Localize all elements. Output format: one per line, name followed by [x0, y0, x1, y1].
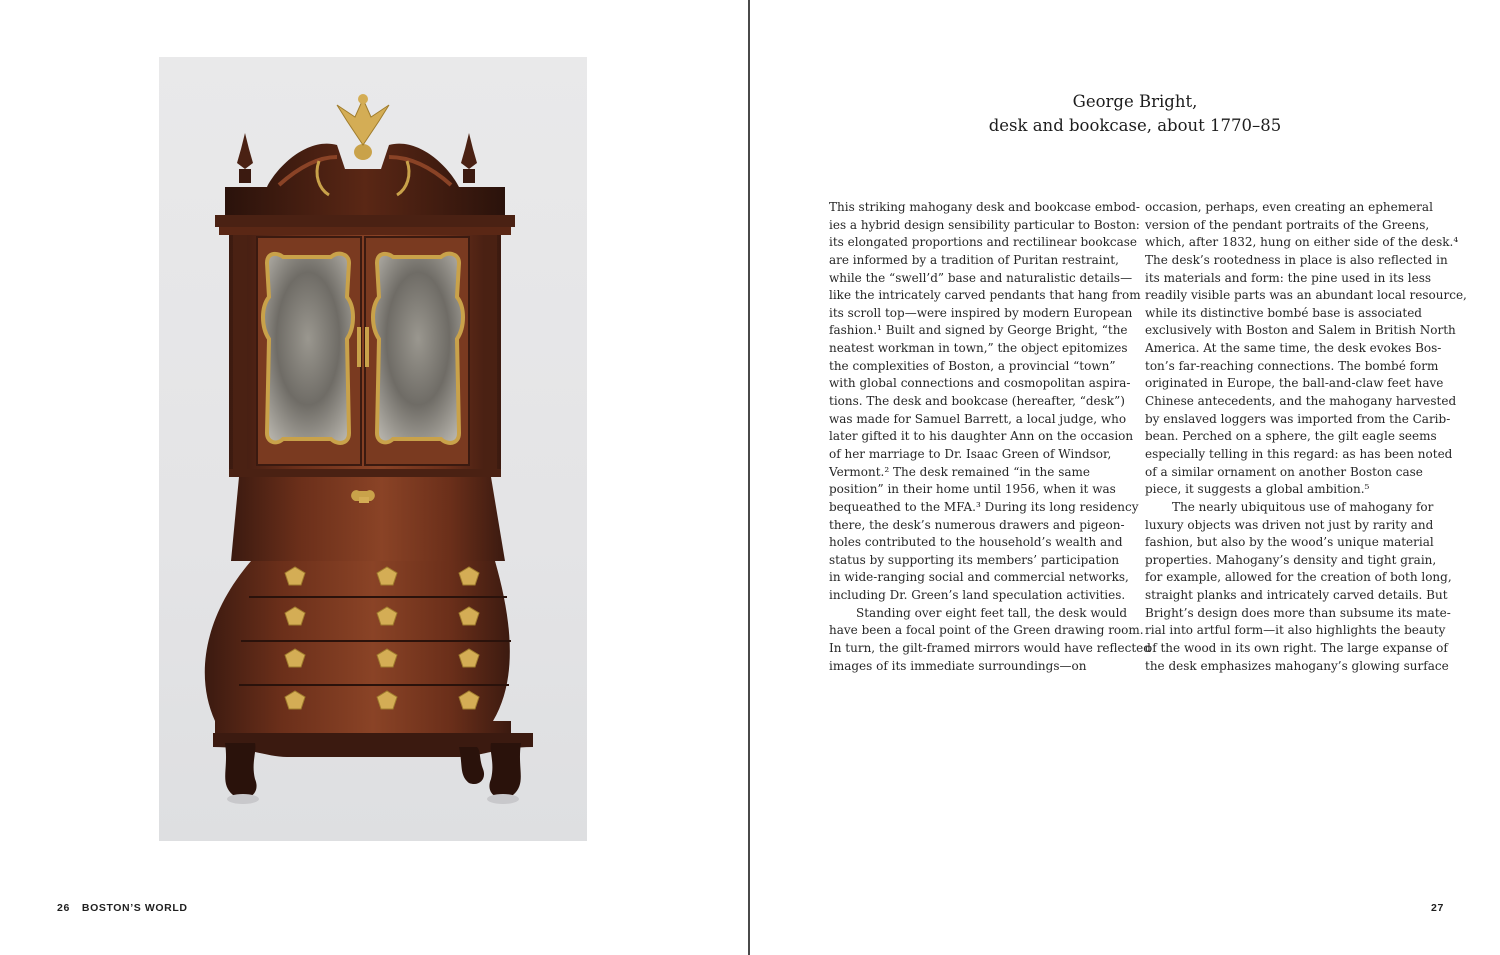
- right-mirror-panel: [373, 254, 463, 443]
- text-line: version of the pendant portraits of the Greens,: [1145, 217, 1430, 232]
- left-mirror-panel: [263, 254, 353, 443]
- text-line: the complexities of Boston, a provincial “town”: [829, 358, 1116, 373]
- text-line: later gifted it to his daughter Ann on the occasion: [829, 429, 1134, 444]
- text-line: its elongated proportions and rectilinear bookcase: [829, 235, 1137, 250]
- text-line: holes contributed to the household’s wealth and: [829, 535, 1123, 550]
- left-page-number: 26: [57, 902, 70, 914]
- text-line: images of its immediate surroundings—on: [829, 658, 1087, 673]
- text-line: the desk emphasizes mahogany’s glowing surface: [1145, 658, 1449, 673]
- desk-and-bookcase-photograph: [159, 57, 587, 841]
- text-line: ies a hybrid design sensibility particular to Boston:: [829, 217, 1140, 232]
- text-line: This striking mahogany desk and bookcase embod-: [829, 200, 1140, 214]
- text-line: ton’s far-reaching connections. The bombé form: [1145, 358, 1439, 373]
- text-line: occasion, perhaps, even creating an ephemeral: [1145, 200, 1433, 214]
- text-line: Chinese antecedents, and the mahogany harvested: [1145, 394, 1457, 409]
- text-line: rial into artful form—it also highlights the beauty: [1145, 623, 1446, 638]
- right-page-number: 27: [1431, 902, 1444, 914]
- left-folio: [57, 902, 188, 914]
- text-line: luxury objects was driven not just by rarity and: [1145, 517, 1434, 532]
- text-line: status by supporting its members’ participation: [829, 552, 1120, 567]
- bookcase-upper: [229, 235, 501, 477]
- text-line: there, the desk’s numerous drawers and pigeon-: [829, 517, 1125, 532]
- heading-object: desk and bookcase, about 1770–85: [988, 116, 1282, 135]
- cornice: [215, 215, 515, 227]
- text-line: Bright’s design does more than subsume its mate-: [1145, 605, 1451, 620]
- body-text-column-2: [1145, 199, 1467, 675]
- text-line: in wide-ranging social and commercial networks,: [829, 570, 1129, 585]
- text-line: neatest workman in town,” the object epitomizes: [829, 341, 1128, 356]
- gilt-eagle-finial: [337, 94, 389, 160]
- text-line: The desk’s rootedness in place is also reflected in: [1145, 252, 1448, 267]
- bombe-base-drawers: [205, 561, 511, 733]
- text-line: Standing over eight feet tall, the desk would: [856, 605, 1128, 620]
- entry-heading: [830, 90, 1440, 138]
- text-line: properties. Mahogany’s density and tight grain,: [1145, 552, 1437, 567]
- text-line: have been a focal point of the Green drawing room.: [829, 623, 1144, 638]
- text-line: exclusively with Boston and Salem in British North: [1145, 323, 1456, 338]
- text-line: America. At the same time, the desk evokes Bos-: [1145, 341, 1442, 356]
- text-line: for example, allowed for the creation of both long,: [1145, 570, 1452, 585]
- text-line: of the wood in its own right. The large expanse of: [1145, 641, 1448, 656]
- text-line: position” in their home until 1956, when it was: [829, 482, 1116, 497]
- text-line: while the “swell’d” base and naturalistic details—: [829, 270, 1133, 285]
- text-line: bequeathed to the MFA.³ During its long residency: [829, 499, 1139, 514]
- text-line: which, after 1832, hung on either side of the desk.⁴: [1145, 235, 1459, 250]
- text-line: tions. The desk and bookcase (hereafter, “desk”): [829, 394, 1125, 409]
- text-line: piece, it suggests a global ambition.⁵: [1145, 482, 1370, 497]
- text-line: fashion, but also by the wood’s unique material: [1145, 535, 1434, 550]
- text-line: especially telling in this regard: as has been noted: [1145, 446, 1453, 461]
- text-line: The nearly ubiquitous use of mahogany for: [1172, 499, 1434, 514]
- text-line: In turn, the gilt-framed mirrors would have reflected: [829, 641, 1151, 656]
- text-line: by enslaved loggers was imported from the Carib-: [1145, 411, 1451, 426]
- text-line: bean. Perched on a sphere, the gilt eagle seems: [1145, 429, 1437, 444]
- text-line: Vermont.² The desk remained “in the same: [829, 464, 1090, 479]
- text-line: are informed by a tradition of Puritan restraint,: [829, 252, 1119, 267]
- text-line: of her marriage to Dr. Isaac Green of Windsor,: [829, 446, 1112, 461]
- text-line: its scroll top—were inspired by modern European: [829, 305, 1133, 320]
- slant-front-lid: [231, 477, 505, 561]
- text-line: its materials and form: the pine used in its less: [1145, 270, 1432, 285]
- heading-maker: George Bright,: [1072, 92, 1198, 111]
- text-line: fashion.¹ Built and signed by George Bright, “the: [829, 323, 1128, 338]
- desk-illustration: [159, 57, 587, 841]
- text-line: while its distinctive bombé base is associated: [1145, 305, 1422, 320]
- left-page: [0, 0, 749, 955]
- text-line: originated in Europe, the ball-and-claw feet have: [1145, 376, 1444, 391]
- text-line: with global connections and cosmopolitan aspira-: [829, 376, 1131, 391]
- text-line: including Dr. Green’s land speculation activities.: [829, 588, 1126, 603]
- body-text-column-1: [829, 199, 1151, 675]
- text-line: readily visible parts was an abundant local resource,: [1145, 288, 1467, 303]
- gutter-divider: [748, 0, 750, 955]
- text-line: straight planks and intricately carved details. But: [1145, 588, 1448, 603]
- text-line: like the intricately carved pendants that hang from: [829, 288, 1141, 303]
- text-line: of a similar ornament on another Boston case: [1145, 464, 1423, 479]
- text-line: was made for Samuel Barrett, a local judge, who: [829, 411, 1127, 426]
- running-section-title: BOSTON’S WORLD: [81, 902, 188, 914]
- ball-and-claw-feet: [213, 733, 533, 804]
